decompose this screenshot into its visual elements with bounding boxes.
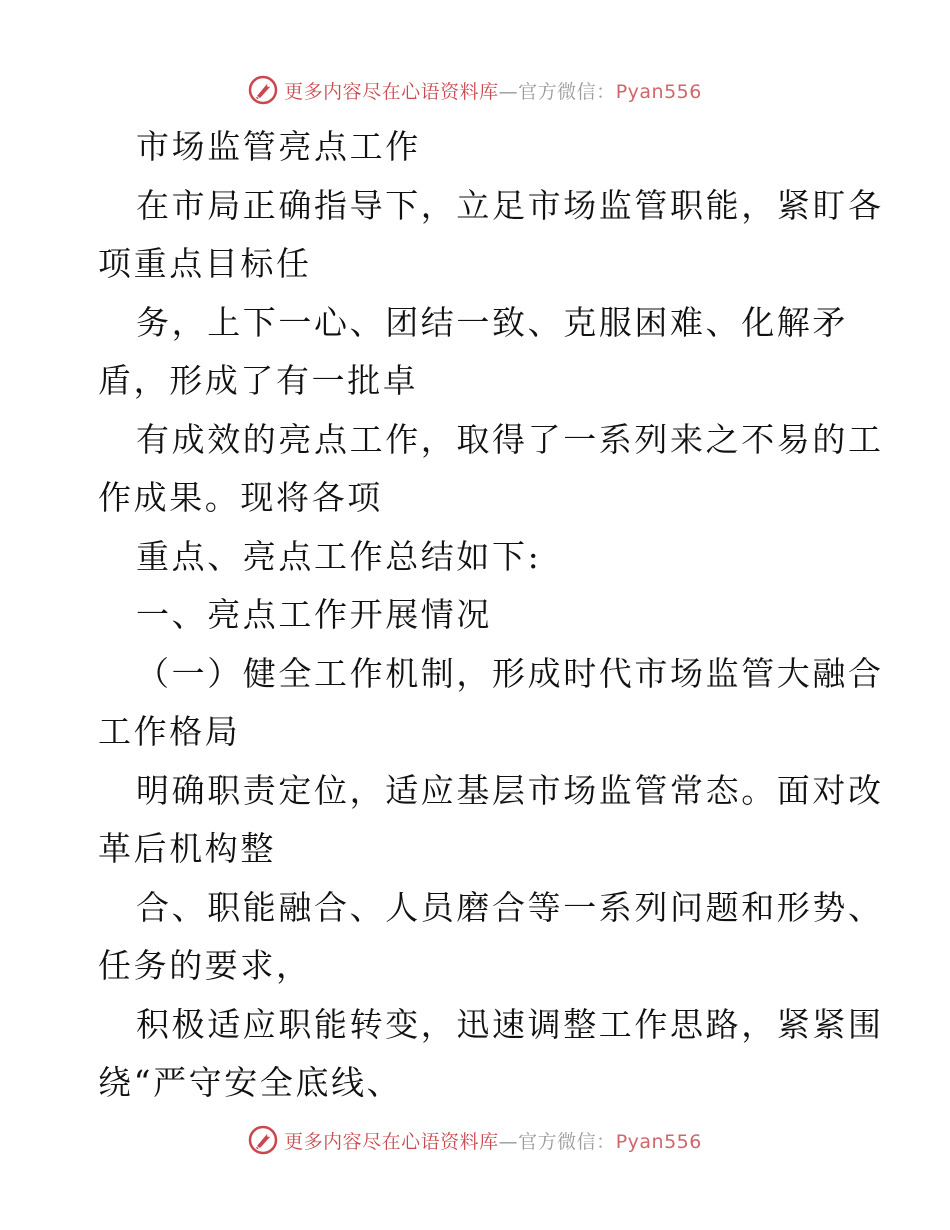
watermark-wechat-id: Pyan556 (615, 80, 702, 103)
text-line: 有成效的亮点工作，取得了一系列来之不易的工 (136, 419, 884, 459)
text-line: 务，上下一心、团结一致、克服困难、化解矛 (136, 302, 848, 342)
text-line: 项重点目标任 (98, 244, 312, 283)
text-line: 盾，形成了有一批卓 (98, 361, 419, 400)
watermark-official: 官方微信： (518, 80, 616, 103)
text-line: 市场监管亮点工作 (136, 127, 421, 166)
pen-nib-logo-icon (248, 1125, 278, 1155)
header-watermark (0, 70, 950, 110)
text-line: 合、职能融合、人员磨合等一系列问题和形势、 (136, 887, 884, 927)
watermark-main: 更多内容尽在心语资料库 (284, 1130, 499, 1153)
text-line: 一、亮点工作开展情况 (136, 595, 492, 634)
text-line: 作成果。现将各项 (98, 478, 383, 517)
text-line: 积极适应职能转变，迅速调整工作思路，紧紧围 (136, 1004, 884, 1044)
text-lines (98, 118, 884, 1113)
text-line: 革后机构整 (98, 829, 276, 868)
text-line: 重点、亮点工作总结如下: (136, 536, 542, 576)
text-line: （一）健全工作机制，形成时代市场监管大融合 (136, 653, 884, 693)
watermark-dash: — (498, 80, 519, 103)
footer-watermark (0, 1120, 950, 1160)
watermark-official: 官方微信： (518, 1130, 616, 1153)
watermark-text (284, 1127, 702, 1154)
text-line: 工作格局 (98, 712, 241, 751)
text-line: 在市局正确指导下，立足市场监管职能，紧盯各 (136, 185, 884, 225)
watermark-main: 更多内容尽在心语资料库 (284, 80, 499, 103)
watermark-wechat-id: Pyan556 (615, 1130, 702, 1153)
text-line: 任务的要求， (98, 946, 312, 985)
text-line: 明确职责定位，适应基层市场监管常态。面对改 (136, 770, 884, 810)
text-line: 绕“严守安全底线、 (98, 1063, 403, 1102)
watermark-dash: — (498, 1130, 519, 1153)
watermark-text (284, 77, 702, 104)
pen-nib-logo-icon (248, 75, 278, 105)
document-body (98, 118, 884, 1113)
